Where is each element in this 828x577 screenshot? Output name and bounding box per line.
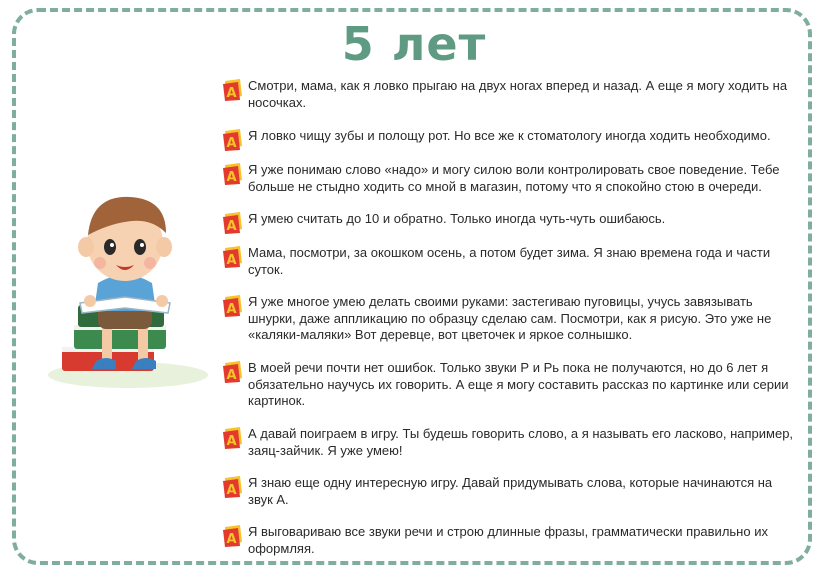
svg-text:А: А (226, 483, 237, 498)
page-title: 5 лет (341, 17, 487, 71)
list-item (222, 245, 800, 278)
letter-a-badge-icon (222, 294, 244, 318)
svg-text:А: А (226, 434, 237, 449)
list-item (222, 78, 800, 111)
svg-text:А: А (226, 136, 237, 151)
svg-text:А: А (226, 253, 237, 268)
svg-text:А: А (226, 219, 237, 234)
svg-text:А: А (226, 302, 237, 317)
svg-text:А: А (226, 532, 237, 547)
list-item (222, 211, 800, 234)
list-item (222, 524, 800, 557)
boy-reading-illustration (40, 175, 210, 395)
list-item (222, 128, 800, 151)
list-item-text: Я выговариваю все звуки речи и строю длинные фразы, грамматически правильно их оформляя. (248, 524, 768, 556)
list-item-text: Смотри, мама, как я ловко прыгаю на двух ногах вперед и назад. А еще я могу ходить на носочках. (248, 78, 788, 110)
list-item (222, 162, 800, 195)
list-item (222, 426, 800, 459)
svg-text:А: А (226, 170, 237, 185)
letter-a-badge-icon (222, 245, 244, 269)
list-item-text: Я уже понимаю слово «надо» и могу силою воли контролировать свое поведение. Тебе больше не стыдно ходить со мной в магазин, потому что я спокойно стою в очереди. (248, 162, 780, 194)
letter-a-badge-icon (222, 426, 244, 450)
letter-a-badge-icon (222, 360, 244, 384)
list-item-text: Я ловко чищу зубы и полощу рот. Но все же к стоматологу иногда ходить необходимо. (248, 128, 771, 143)
list-item-text: Мама, посмотри, за окошком осень, а потом будет зима. Я знаю времена года и части суток. (248, 245, 771, 277)
list-item-text: Я уже многое умею делать своими руками: застегиваю пуговицы, учусь завязывать шнурки, даже аппликацию по образцу сделаю сам. Посмотри, как я рисую. Это уже не «каляки-маляки» Вот деревце, вот цветочек и яркое солнышко. (248, 294, 772, 342)
list-item-text: В моей речи почти нет ошибок. Только звуки Р и Рь пока не получаются, но до 6 лет я обязательно научусь их говорить. А еще я могу составить рассказ по картинке или серии картинок. (248, 360, 789, 408)
letter-a-badge-icon (222, 128, 244, 152)
list-item (222, 294, 800, 344)
letter-a-badge-icon (222, 524, 244, 548)
svg-text:А: А (226, 86, 237, 101)
svg-text:А: А (226, 368, 237, 383)
list-item (222, 360, 800, 410)
list-item-text: А давай поиграем в игру. Ты будешь говорить слово, а я называть его ласково, например, заяц-зайчик. Я уже умею! (248, 426, 794, 458)
list-item-text: Я знаю еще одну интересную игру. Давай придумывать слова, которые начинаются на звук А. (248, 475, 773, 507)
letter-a-badge-icon (222, 211, 244, 235)
letter-a-badge-icon (222, 162, 244, 186)
list-item (222, 475, 800, 508)
letter-a-badge-icon (222, 78, 244, 102)
list-item-text: Я умею считать до 10 и обратно. Только иногда чуть-чуть ошибаюсь. (248, 211, 666, 226)
letter-a-badge-icon (222, 475, 244, 499)
